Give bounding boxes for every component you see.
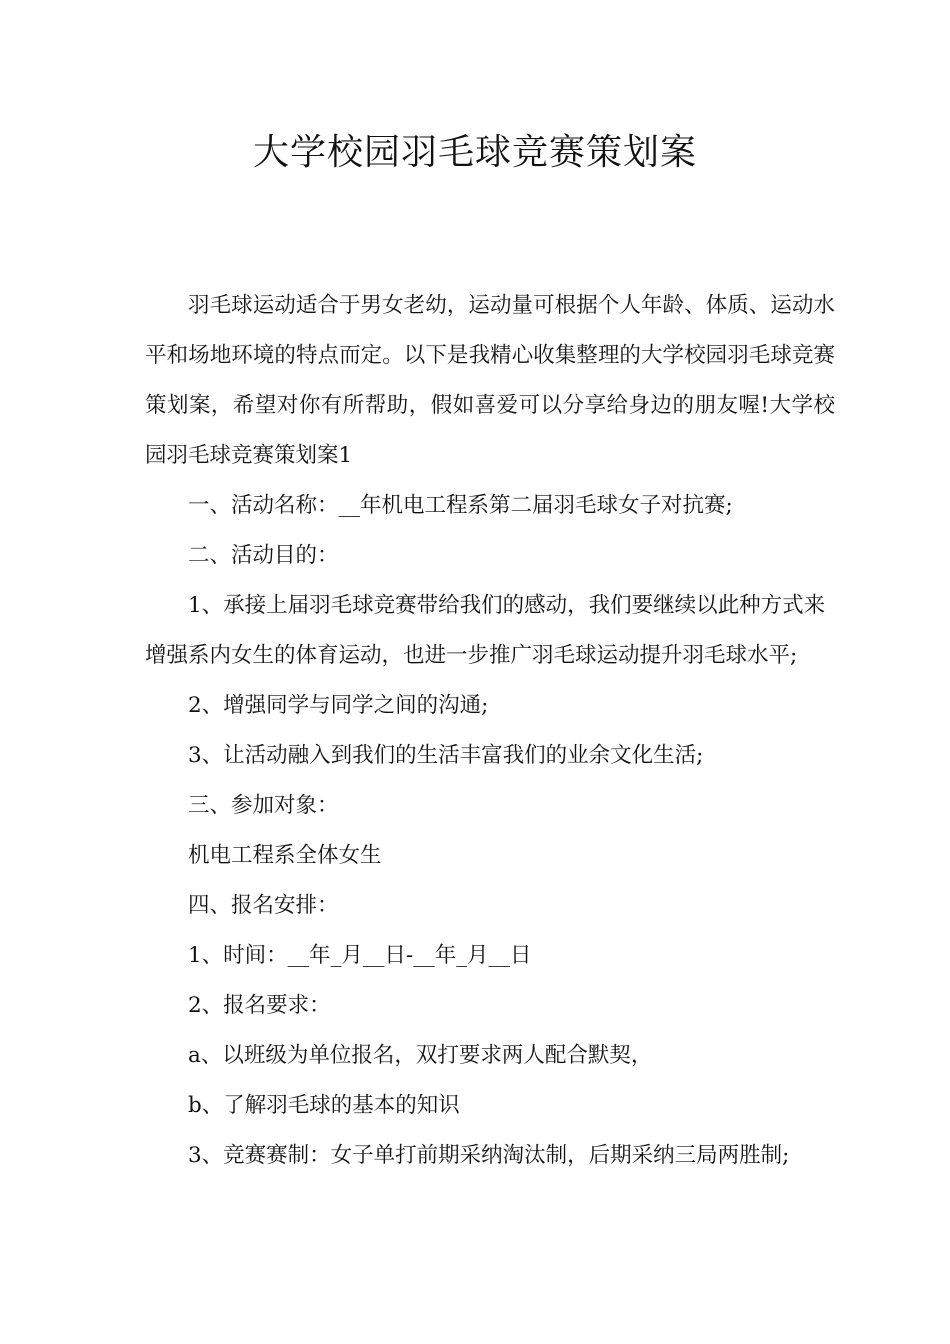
purpose-item-1: 1、承接上届羽毛球竞赛带给我们的感动，我们要继续以此种方式来增强系内女生的体育运动，也进一步推广羽毛球运动提升羽毛球水平; (145, 593, 826, 668)
purpose-item-2: 2、增强同学与同学之间的沟通; (188, 693, 489, 718)
intro-paragraph: 羽毛球运动适合于男女老幼，运动量可根据个人年龄、体质、运动水平和场地环境的特点而定。以下是我精心收集整理的大学校园羽毛球竞赛策划案，希望对你有所帮助，假如喜爱可以分享给身边的朋友喔!大学校园羽毛球竞赛策划案1 (145, 293, 835, 468)
section-activity-purpose: 二、活动目的： (188, 543, 339, 568)
purpose-item-3: 3、让活动融入到我们的生活丰富我们的业余文化生活; (188, 743, 704, 768)
participants-text: 机电工程系全体女生 (188, 843, 382, 868)
competition-format: 3、竞赛赛制：女子单打前期采纳淘汰制，后期采纳三局两胜制; (188, 1143, 790, 1168)
registration-time: 1、时间：__年_月__日-__年_月__日 (188, 943, 532, 968)
section-participants: 三、参加对象： (188, 793, 339, 818)
document-title: 大学校园羽毛球竞赛策划案 (252, 132, 697, 173)
registration-requirements: 2、报名要求： (188, 993, 331, 1018)
requirement-b: b、了解羽毛球的基本的知识 (188, 1093, 460, 1118)
section-activity-name: 一、活动名称：__年机电工程系第二届羽毛球女子对抗赛; (188, 493, 733, 518)
document-body (145, 281, 835, 1181)
section-registration: 四、报名安排： (188, 893, 339, 918)
requirement-a: a、以班级为单位报名，双打要求两人配合默契， (188, 1043, 653, 1068)
